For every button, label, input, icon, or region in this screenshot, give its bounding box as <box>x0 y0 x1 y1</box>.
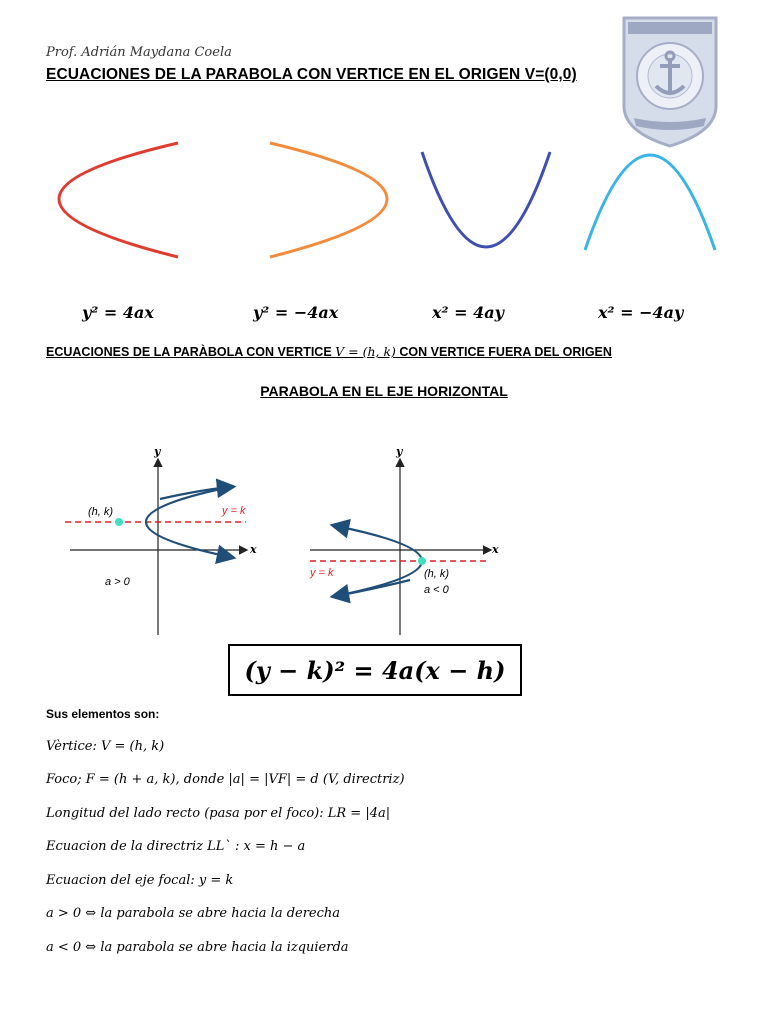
element-vertex: Vèrtice: V = (h, k) <box>46 739 165 754</box>
page-title: ECUACIONES DE LA PARABOLA CON VERTICE EN EL ORIGEN V=(0,0) <box>46 66 577 83</box>
parabola-opens-left <box>59 143 178 257</box>
equation-4: x² = −4ay <box>598 303 684 322</box>
line-label: y = k <box>310 567 334 579</box>
y-axis-label: y <box>154 445 161 458</box>
origin-parabolas <box>0 140 768 270</box>
formula-text: (y − k)² = 4a(x − h) <box>244 655 506 685</box>
element-focal-axis: Ecuacion del eje focal: y = k <box>46 873 234 888</box>
y-axis-label: y <box>396 445 403 458</box>
line-label: y = k <box>222 505 246 517</box>
graph-opens-right <box>60 440 270 640</box>
element-directrix: Ecuacion de la directriz LL` : x = h − a <box>46 839 306 854</box>
vertex-dot <box>115 518 123 526</box>
condition-label: a > 0 <box>105 576 130 588</box>
equation-1: y² = 4ax <box>82 303 154 322</box>
parabola-opens-up <box>422 152 550 247</box>
vertex-dot <box>418 557 426 565</box>
equation-3: x² = 4ay <box>432 303 504 322</box>
element-opens-left: a < 0 ⇔ la parabola se abre hacia la izquierda <box>46 940 349 955</box>
vertex-label: (h, k) <box>424 568 450 580</box>
parabola <box>336 526 422 596</box>
section-title <box>46 344 612 359</box>
section-title-prefix: ECUACIONES DE LA PARÀBOLA CON VERTICE <box>46 345 336 359</box>
condition-label: a < 0 <box>424 584 449 596</box>
vertex-label: (h, k) <box>88 506 114 518</box>
elements-heading: Sus elementos son: <box>46 707 160 721</box>
element-opens-right: a > 0 ⇔ la parabola se abre hacia la derecha <box>46 906 341 921</box>
author-name: Prof. Adrián Maydana Coela <box>46 45 232 60</box>
graph-opens-left <box>300 440 510 640</box>
main-formula <box>228 644 522 696</box>
element-focus: Foco; F = (h + a, k), donde |a| = |VF| = d (V, directriz) <box>46 772 405 787</box>
equation-2: y² = −4ax <box>253 303 339 322</box>
section-subtitle: PARABOLA EN EL EJE HORIZONTAL <box>260 383 508 399</box>
x-axis-label: x <box>250 543 257 556</box>
section-title-suffix: CON VERTICE FUERA DEL ORIGEN <box>395 345 612 359</box>
school-logo <box>620 14 720 148</box>
x-axis-label: x <box>492 543 499 556</box>
section-title-math: V = (h, k) <box>335 344 396 359</box>
parabola-opens-down <box>585 155 715 250</box>
element-latus-rectum: Longitud del lado recto (pasa por el foco): LR = |4a| <box>46 806 391 821</box>
parabola-opens-right <box>270 143 387 257</box>
